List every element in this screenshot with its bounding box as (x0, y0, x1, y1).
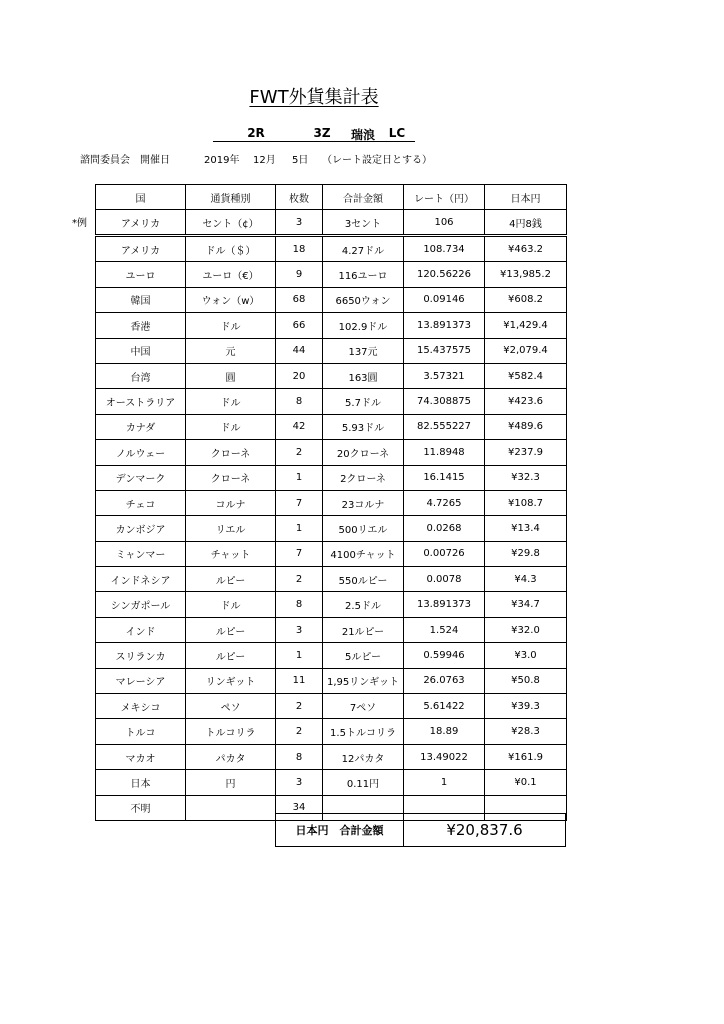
country-cell: 不明 (96, 795, 186, 820)
table-row (96, 516, 567, 541)
header-amount: 合計金額 (323, 185, 404, 210)
currency-cell: ドル (186, 414, 276, 439)
example-label: *例 (72, 218, 87, 229)
country-cell: トルコ (96, 719, 186, 744)
country-cell: 香港 (96, 313, 186, 338)
amount-cell: 0.11円 (323, 770, 404, 795)
meeting-year: 2019年 (204, 155, 240, 166)
amount-cell: 12パカタ (323, 744, 404, 769)
count-cell: 1 (276, 516, 323, 541)
country-cell: 中国 (96, 338, 186, 363)
yen-cell: ¥108.7 (485, 490, 567, 515)
count-cell: 1 (276, 643, 323, 668)
count-cell: 9 (276, 262, 323, 287)
rate-cell: 16.1415 (404, 465, 485, 490)
currency-cell: 元 (186, 338, 276, 363)
country-cell: 韓国 (96, 287, 186, 312)
table-row (96, 719, 567, 744)
table-row (96, 770, 567, 795)
rate-cell: 4.7265 (404, 490, 485, 515)
yen-cell: ¥161.9 (485, 744, 567, 769)
table-row (96, 694, 567, 719)
table-row (96, 338, 567, 363)
yen-cell: ¥1,429.4 (485, 313, 567, 338)
count-cell: 3 (276, 617, 323, 642)
table-row (96, 567, 567, 592)
yen-cell: ¥50.8 (485, 668, 567, 693)
yen-cell: ¥582.4 (485, 363, 567, 388)
amount-cell: 102.9ドル (323, 313, 404, 338)
region-label: 2R (247, 126, 265, 140)
count-cell: 20 (276, 363, 323, 388)
yen-cell: ¥489.6 (485, 414, 567, 439)
header-row (96, 185, 567, 210)
table-row (96, 541, 567, 566)
rate-cell: 1.524 (404, 617, 485, 642)
table-row (96, 363, 567, 388)
count-cell: 3 (276, 770, 323, 795)
example-row (96, 210, 567, 236)
amount-cell: 20クローネ (323, 440, 404, 465)
table-row (96, 287, 567, 312)
yen-cell: ¥13,985.2 (485, 262, 567, 287)
amount-cell: 23コルナ (323, 490, 404, 515)
currency-cell: クローネ (186, 465, 276, 490)
amount-cell: 500リエル (323, 516, 404, 541)
yen-cell: ¥608.2 (485, 287, 567, 312)
count-cell: 2 (276, 567, 323, 592)
amount-cell: 5.7ドル (323, 389, 404, 414)
count-cell: 44 (276, 338, 323, 363)
rate-cell: 1 (404, 770, 485, 795)
rate-cell: 0.0078 (404, 567, 485, 592)
count-cell: 18 (276, 236, 323, 262)
currency-cell: ルピー (186, 643, 276, 668)
table-row (96, 617, 567, 642)
currency-cell (186, 795, 276, 820)
yen-cell: ¥32.3 (485, 465, 567, 490)
country-cell: カンボジア (96, 516, 186, 541)
table-row (96, 465, 567, 490)
yen-cell: ¥32.0 (485, 617, 567, 642)
table-row (96, 490, 567, 515)
country-cell: マカオ (96, 744, 186, 769)
total-value: ¥20,837.6 (446, 821, 523, 839)
currency-cell: ドル (186, 389, 276, 414)
country-cell: アメリカ (96, 210, 186, 236)
header-rate: レート（円） (404, 185, 485, 210)
count-cell: 42 (276, 414, 323, 439)
rate-cell: 0.00726 (404, 541, 485, 566)
amount-cell: 2クローネ (323, 465, 404, 490)
country-cell: オーストラリア (96, 389, 186, 414)
country-cell: 日本 (96, 770, 186, 795)
yen-cell: ¥29.8 (485, 541, 567, 566)
table-row (96, 440, 567, 465)
currency-cell: ルピー (186, 567, 276, 592)
yen-cell: ¥34.7 (485, 592, 567, 617)
amount-cell: 1.5トルコリラ (323, 719, 404, 744)
count-cell: 2 (276, 719, 323, 744)
count-cell: 7 (276, 541, 323, 566)
rate-cell: 26.0763 (404, 668, 485, 693)
yen-cell: ¥463.2 (485, 236, 567, 262)
amount-cell: 21ルピー (323, 617, 404, 642)
country-cell: ユーロ (96, 262, 186, 287)
country-cell: アメリカ (96, 236, 186, 262)
amount-cell: 163圓 (323, 363, 404, 388)
table-row (96, 592, 567, 617)
club-suffix: LC (388, 126, 406, 140)
count-cell: 11 (276, 668, 323, 693)
count-cell: 2 (276, 440, 323, 465)
currency-cell: ドル（＄） (186, 236, 276, 262)
currency-cell: リンギット (186, 668, 276, 693)
country-cell: カナダ (96, 414, 186, 439)
yen-cell: ¥0.1 (485, 770, 567, 795)
count-cell: 8 (276, 592, 323, 617)
amount-cell: 2.5ドル (323, 592, 404, 617)
table-row (96, 744, 567, 769)
count-cell: 8 (276, 389, 323, 414)
country-cell: ミャンマー (96, 541, 186, 566)
rate-cell: 13.891373 (404, 313, 485, 338)
currency-cell: 円 (186, 770, 276, 795)
currency-cell: パカタ (186, 744, 276, 769)
rate-cell: 0.59946 (404, 643, 485, 668)
yen-cell: ¥3.0 (485, 643, 567, 668)
currency-table (95, 184, 567, 821)
country-cell: ノルウェー (96, 440, 186, 465)
country-cell: インド (96, 617, 186, 642)
amount-cell: 550ルピー (323, 567, 404, 592)
page-title: FWT外貨集計表 (249, 87, 379, 108)
currency-cell: 圓 (186, 363, 276, 388)
rate-cell: 18.89 (404, 719, 485, 744)
amount-cell: 137元 (323, 338, 404, 363)
currency-cell: チャット (186, 541, 276, 566)
table-row (96, 643, 567, 668)
amount-cell: 3セント (323, 210, 404, 236)
yen-cell: ¥13.4 (485, 516, 567, 541)
count-cell: 2 (276, 694, 323, 719)
table-row (96, 313, 567, 338)
total-label: 日本円 合計金額 (276, 814, 404, 846)
table-row (96, 389, 567, 414)
country-cell: マレーシア (96, 668, 186, 693)
header-currency: 通貨種別 (186, 185, 276, 210)
amount-cell: 116ユーロ (323, 262, 404, 287)
subtitle-underline (213, 141, 415, 142)
yen-cell: ¥2,079.4 (485, 338, 567, 363)
country-cell: チェコ (96, 490, 186, 515)
yen-cell: ¥4.3 (485, 567, 567, 592)
header-count: 枚数 (276, 185, 323, 210)
currency-cell: ユーロ（€） (186, 262, 276, 287)
zone-label: 3Z (313, 126, 331, 140)
country-cell: 台湾 (96, 363, 186, 388)
amount-cell: 4.27ドル (323, 236, 404, 262)
rate-cell: 74.308875 (404, 389, 485, 414)
amount-cell: 6650ウォン (323, 287, 404, 312)
table-row (96, 414, 567, 439)
meeting-note: （レート設定日とする） (322, 155, 432, 166)
currency-cell: トルコリラ (186, 719, 276, 744)
rate-cell: 108.734 (404, 236, 485, 262)
rate-cell: 13.891373 (404, 592, 485, 617)
header-yen: 日本円 (485, 185, 567, 210)
count-cell: 3 (276, 210, 323, 236)
currency-cell: セント（¢） (186, 210, 276, 236)
country-cell: インドネシア (96, 567, 186, 592)
country-cell: シンガポール (96, 592, 186, 617)
meeting-label: 諮問委員会 開催日 (80, 155, 170, 166)
yen-cell: 4円8銭 (485, 210, 567, 236)
rate-cell: 11.8948 (404, 440, 485, 465)
count-cell: 7 (276, 490, 323, 515)
amount-cell: 5.93ドル (323, 414, 404, 439)
club-name: 瑞浪 (350, 128, 376, 142)
yen-cell: ¥237.9 (485, 440, 567, 465)
count-cell: 8 (276, 744, 323, 769)
count-cell: 34 (276, 795, 323, 820)
count-cell: 66 (276, 313, 323, 338)
yen-cell: ¥423.6 (485, 389, 567, 414)
total-box (275, 813, 566, 847)
rate-cell: 120.56226 (404, 262, 485, 287)
rate-cell: 3.57321 (404, 363, 485, 388)
country-cell: メキシコ (96, 694, 186, 719)
table-row (96, 236, 567, 262)
amount-cell: 4100チャット (323, 541, 404, 566)
amount-cell: 7ペソ (323, 694, 404, 719)
meeting-month: 12月 (253, 155, 276, 166)
rate-cell: 13.49022 (404, 744, 485, 769)
currency-cell: リエル (186, 516, 276, 541)
rate-cell: 106 (404, 210, 485, 236)
currency-cell: ドル (186, 313, 276, 338)
meeting-day: 5日 (292, 155, 309, 166)
country-cell: スリランカ (96, 643, 186, 668)
header-country: 国 (96, 185, 186, 210)
rate-cell: 0.0268 (404, 516, 485, 541)
country-cell: デンマーク (96, 465, 186, 490)
yen-cell: ¥39.3 (485, 694, 567, 719)
currency-cell: ルピー (186, 617, 276, 642)
currency-cell: コルナ (186, 490, 276, 515)
amount-cell: 1,95リンギット (323, 668, 404, 693)
yen-cell: ¥28.3 (485, 719, 567, 744)
count-cell: 68 (276, 287, 323, 312)
currency-cell: ドル (186, 592, 276, 617)
table-row (96, 262, 567, 287)
rate-cell: 15.437575 (404, 338, 485, 363)
amount-cell: 5ルピー (323, 643, 404, 668)
rate-cell: 5.61422 (404, 694, 485, 719)
currency-cell: ペソ (186, 694, 276, 719)
currency-cell: クローネ (186, 440, 276, 465)
table-row (96, 668, 567, 693)
count-cell: 1 (276, 465, 323, 490)
currency-cell: ウォン（w） (186, 287, 276, 312)
rate-cell: 82.555227 (404, 414, 485, 439)
rate-cell: 0.09146 (404, 287, 485, 312)
